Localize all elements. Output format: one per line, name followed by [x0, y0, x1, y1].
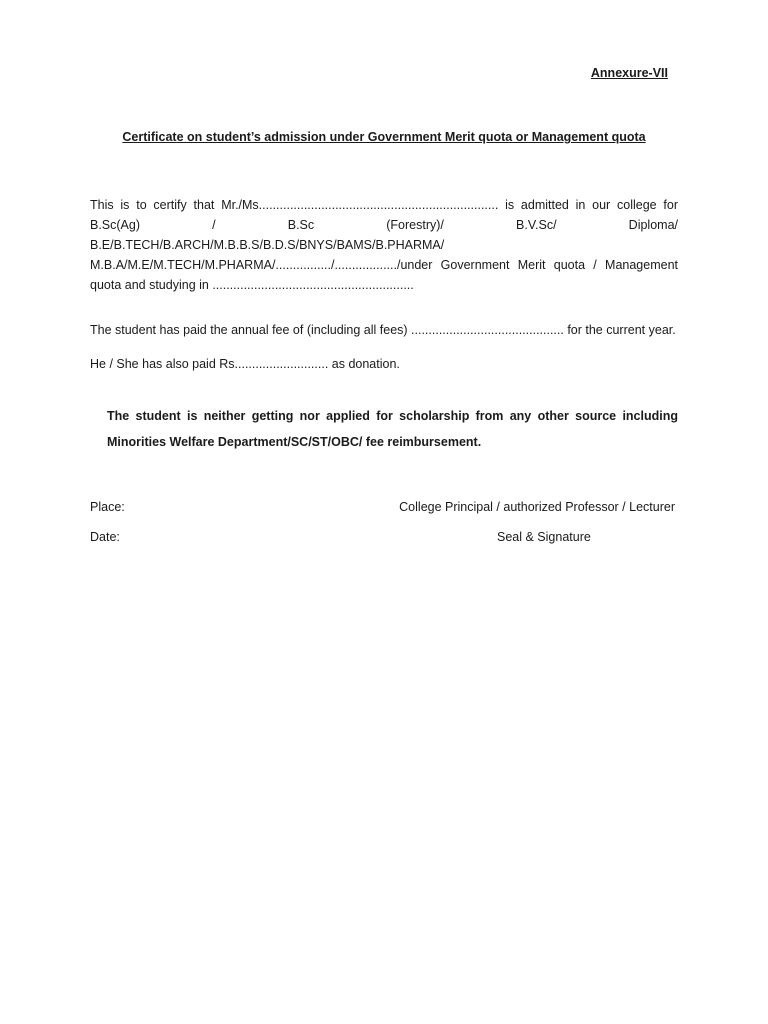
donation-paragraph: He / She has also paid Rs........................... as donation.: [90, 357, 400, 371]
certification-paragraph: This is to certify that Mr./Ms..................................................................... is admitted in our college for B.Sc(Ag) / B.Sc (Forestry)/ B.V.Sc/ Diploma/ B.E/B.TECH/B.ARCH/M.B.B.S/B.D.S/BNYS/BAMS/B.PHARMA/ M.B.A/M.E/M.TECH/M.PHARMA/................/................../under Government Merit quota / Management quota and studying in ..........................................................: [90, 198, 678, 292]
principal-label: College Principal / authorized Professor / Lecturer: [399, 500, 675, 514]
annexure-label: Annexure-VII: [590, 66, 668, 80]
scholarship-statement: The student is neither getting nor applied for scholarship from any other source including Minorities Welfare Department/SC/ST/OBC/ fee reimbursement.: [107, 409, 678, 449]
place-label: Place:: [90, 500, 125, 514]
fee-paragraph: The student has paid the annual fee of (including all fees) ............................................ for the current year.: [90, 323, 676, 337]
date-label: Date:: [90, 530, 120, 544]
seal-signature-label: Seal & Signature: [497, 530, 591, 544]
document-title: Certificate on student’s admission under Government Merit quota or Management quota: [122, 130, 646, 144]
